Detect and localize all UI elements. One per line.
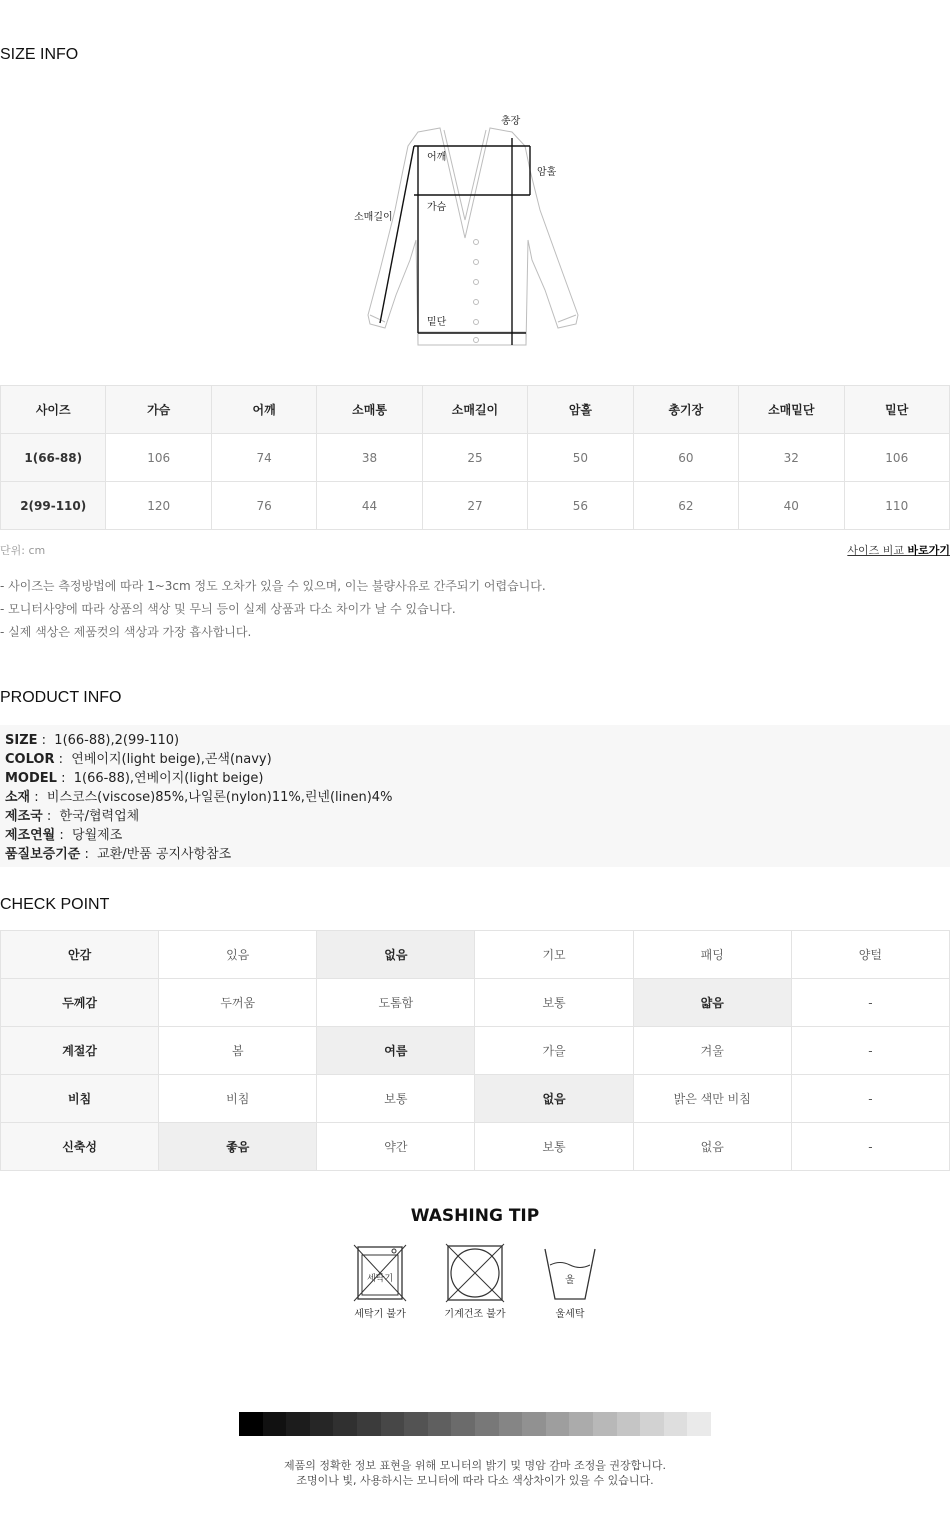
check-option: 보통 bbox=[475, 1123, 633, 1171]
product-info-box bbox=[0, 725, 950, 867]
size-notes bbox=[0, 575, 546, 644]
no-tumble-dry-icon bbox=[445, 1243, 505, 1303]
info-row: 품질보증기준 : 교환/반품 공지사항참조 bbox=[5, 847, 232, 862]
notice-line: 조명이나 빛, 사용하시는 모니터에 따라 다소 색상차이가 있을 수 있습니다. bbox=[296, 1474, 654, 1487]
gray-swatch bbox=[522, 1412, 546, 1436]
unit-label: 단위: cm bbox=[0, 544, 46, 557]
label-hem: 밑단 bbox=[427, 317, 447, 328]
label-total-length: 총장 bbox=[501, 116, 521, 127]
value-cell: 106 bbox=[844, 434, 950, 482]
info-key: 소재 bbox=[5, 790, 31, 805]
monitor-notice bbox=[0, 1458, 950, 1488]
size-compare-prefix: 사이즈 비교 bbox=[847, 544, 908, 557]
gray-swatch bbox=[499, 1412, 523, 1436]
gray-swatch bbox=[451, 1412, 475, 1436]
size-cell: 1(66-88) bbox=[1, 434, 106, 482]
value-cell: 56 bbox=[528, 482, 633, 530]
header-cell: 밑단 bbox=[844, 386, 950, 434]
size-info-title: SIZE INFO bbox=[0, 46, 79, 63]
info-row: 제조국 : 한국/협력업체 bbox=[5, 809, 140, 824]
check-option: 기모 bbox=[475, 931, 633, 979]
gray-swatch bbox=[263, 1412, 287, 1436]
label-shoulder: 어깨 bbox=[427, 152, 447, 163]
gray-swatch bbox=[593, 1412, 617, 1436]
value-cell: 120 bbox=[106, 482, 211, 530]
gray-swatch bbox=[357, 1412, 381, 1436]
info-key: 제조국 bbox=[5, 809, 43, 824]
header-cell: 소매길이 bbox=[422, 386, 527, 434]
check-option: 약간 bbox=[317, 1123, 475, 1171]
grayscale-strip bbox=[239, 1412, 711, 1436]
label-sleeve-length: 소매길이 bbox=[354, 212, 393, 223]
note-line: - 모니터사양에 따라 상품의 색상 및 무늬 등이 실제 상품과 다소 차이가 날 수 있습니다. bbox=[0, 602, 456, 616]
check-option: 있음 bbox=[159, 931, 317, 979]
info-value: 비스코스(viscose)85%,나일론(nylon)11%,린넨(linen)4% bbox=[46, 790, 393, 805]
info-value: 1(66-88),2(99-110) bbox=[54, 733, 180, 748]
wash-item-no-dry bbox=[435, 1243, 515, 1320]
check-option: 없음 bbox=[317, 931, 475, 979]
info-row: SIZE : 1(66-88),2(99-110) bbox=[5, 733, 180, 748]
wash-item-wool bbox=[530, 1243, 610, 1320]
product-info-title: PRODUCT INFO bbox=[0, 689, 122, 706]
gray-swatch bbox=[428, 1412, 452, 1436]
gray-swatch bbox=[286, 1412, 310, 1436]
check-option: - bbox=[791, 1075, 949, 1123]
info-row: 소재 : 비스코스(viscose)85%,나일론(nylon)11%,린넨(linen)4% bbox=[5, 790, 393, 805]
gray-swatch bbox=[569, 1412, 593, 1436]
gray-swatch bbox=[640, 1412, 664, 1436]
info-row: MODEL : 1(66-88),연베이지(light beige) bbox=[5, 771, 264, 786]
value-cell: 27 bbox=[422, 482, 527, 530]
info-value: 연베이지(light beige),곤색(navy) bbox=[71, 752, 272, 767]
label-chest: 가슴 bbox=[427, 202, 447, 213]
table-row bbox=[1, 482, 950, 530]
value-cell: 38 bbox=[317, 434, 422, 482]
size-table-header bbox=[1, 386, 950, 434]
check-option: 여름 bbox=[317, 1027, 475, 1075]
note-line: - 사이즈는 측정방법에 따라 1~3cm 정도 오차가 있을 수 있으며, 이는 불량사유로 간주되기 어렵습니다. bbox=[0, 579, 546, 593]
check-option: 얇음 bbox=[633, 979, 791, 1027]
header-cell: 암홀 bbox=[528, 386, 633, 434]
check-option: 봄 bbox=[159, 1027, 317, 1075]
check-option: 없음 bbox=[633, 1123, 791, 1171]
value-cell: 110 bbox=[844, 482, 950, 530]
washing-tip-title: WASHING TIP bbox=[410, 1206, 540, 1226]
note-line: - 실제 색상은 제품컷의 색상과 가장 흡사합니다. bbox=[0, 625, 252, 639]
check-option: 양털 bbox=[791, 931, 949, 979]
check-point-title: CHECK POINT bbox=[0, 896, 110, 913]
value-cell: 76 bbox=[211, 482, 316, 530]
check-row bbox=[1, 1027, 950, 1075]
info-value: 1(66-88),연베이지(light beige) bbox=[73, 771, 264, 786]
check-option: 두꺼움 bbox=[159, 979, 317, 1027]
check-row bbox=[1, 1123, 950, 1171]
check-label: 두께감 bbox=[1, 979, 159, 1027]
gray-swatch bbox=[475, 1412, 499, 1436]
value-cell: 50 bbox=[528, 434, 633, 482]
info-value: 교환/반품 공지사항참조 bbox=[97, 847, 232, 862]
gray-swatch bbox=[381, 1412, 405, 1436]
value-cell: 74 bbox=[211, 434, 316, 482]
gray-swatch bbox=[546, 1412, 570, 1436]
info-key: MODEL bbox=[5, 771, 57, 786]
cardigan-size-diagram bbox=[340, 110, 590, 355]
check-row bbox=[1, 1075, 950, 1123]
wash-label: 기계건조 불가 bbox=[444, 1309, 506, 1320]
value-cell: 60 bbox=[633, 434, 738, 482]
check-option: 보통 bbox=[475, 979, 633, 1027]
label-armhole: 암홀 bbox=[537, 167, 557, 178]
check-option: 도톰함 bbox=[317, 979, 475, 1027]
check-option: 패딩 bbox=[633, 931, 791, 979]
info-value: 한국/협력업체 bbox=[59, 809, 140, 824]
wash-item-no-machine bbox=[340, 1243, 420, 1320]
size-compare-link[interactable] bbox=[847, 542, 950, 558]
info-row: COLOR : 연베이지(light beige),곤색(navy) bbox=[5, 752, 272, 767]
gray-swatch bbox=[404, 1412, 428, 1436]
wash-label: 세탁기 불가 bbox=[354, 1309, 406, 1320]
header-cell: 소매밑단 bbox=[739, 386, 844, 434]
gray-swatch bbox=[239, 1412, 263, 1436]
gray-swatch bbox=[310, 1412, 334, 1436]
check-label: 계절감 bbox=[1, 1027, 159, 1075]
check-option: - bbox=[791, 1123, 949, 1171]
size-compare-link-text: 바로가기 bbox=[907, 544, 950, 557]
header-cell: 총기장 bbox=[633, 386, 738, 434]
header-cell: 사이즈 bbox=[1, 386, 106, 434]
value-cell: 32 bbox=[739, 434, 844, 482]
wash-icon-text: 세탁기 bbox=[366, 1274, 394, 1284]
check-label: 신축성 bbox=[1, 1123, 159, 1171]
wool-wash-icon bbox=[542, 1243, 598, 1303]
check-option: 비침 bbox=[159, 1075, 317, 1123]
info-key: SIZE bbox=[5, 733, 38, 748]
value-cell: 62 bbox=[633, 482, 738, 530]
no-machine-wash-icon bbox=[352, 1243, 408, 1303]
info-value: 당월제조 bbox=[72, 828, 123, 843]
check-option: 밝은 색만 비침 bbox=[633, 1075, 791, 1123]
wash-icon-text: 울 bbox=[565, 1275, 575, 1286]
check-option: 겨울 bbox=[633, 1027, 791, 1075]
header-cell: 소매통 bbox=[317, 386, 422, 434]
gray-swatch bbox=[333, 1412, 357, 1436]
header-cell: 가슴 bbox=[106, 386, 211, 434]
check-row bbox=[1, 979, 950, 1027]
gray-swatch bbox=[664, 1412, 688, 1436]
notice-line: 제품의 정확한 정보 표현을 위해 모니터의 밝기 및 명암 감마 조정을 권장합니다. bbox=[284, 1459, 666, 1472]
value-cell: 40 bbox=[739, 482, 844, 530]
table-row bbox=[1, 434, 950, 482]
check-row bbox=[1, 931, 950, 979]
check-option: 보통 bbox=[317, 1075, 475, 1123]
check-option: 좋음 bbox=[159, 1123, 317, 1171]
check-option: - bbox=[791, 979, 949, 1027]
value-cell: 106 bbox=[106, 434, 211, 482]
header-cell: 어깨 bbox=[211, 386, 316, 434]
check-option: 없음 bbox=[475, 1075, 633, 1123]
size-table bbox=[0, 385, 950, 530]
info-key: 제조연월 bbox=[5, 828, 56, 843]
check-option: - bbox=[791, 1027, 949, 1075]
gray-swatch bbox=[617, 1412, 641, 1436]
info-key: 품질보증기준 bbox=[5, 847, 81, 862]
info-key: COLOR bbox=[5, 752, 55, 767]
value-cell: 25 bbox=[422, 434, 527, 482]
check-label: 안감 bbox=[1, 931, 159, 979]
check-label: 비침 bbox=[1, 1075, 159, 1123]
check-option: 가을 bbox=[475, 1027, 633, 1075]
check-point-table bbox=[0, 930, 950, 1171]
value-cell: 44 bbox=[317, 482, 422, 530]
size-cell: 2(99-110) bbox=[1, 482, 106, 530]
wash-label: 울세탁 bbox=[555, 1309, 585, 1320]
gray-swatch bbox=[687, 1412, 711, 1436]
info-row: 제조연월 : 당월제조 bbox=[5, 828, 123, 843]
